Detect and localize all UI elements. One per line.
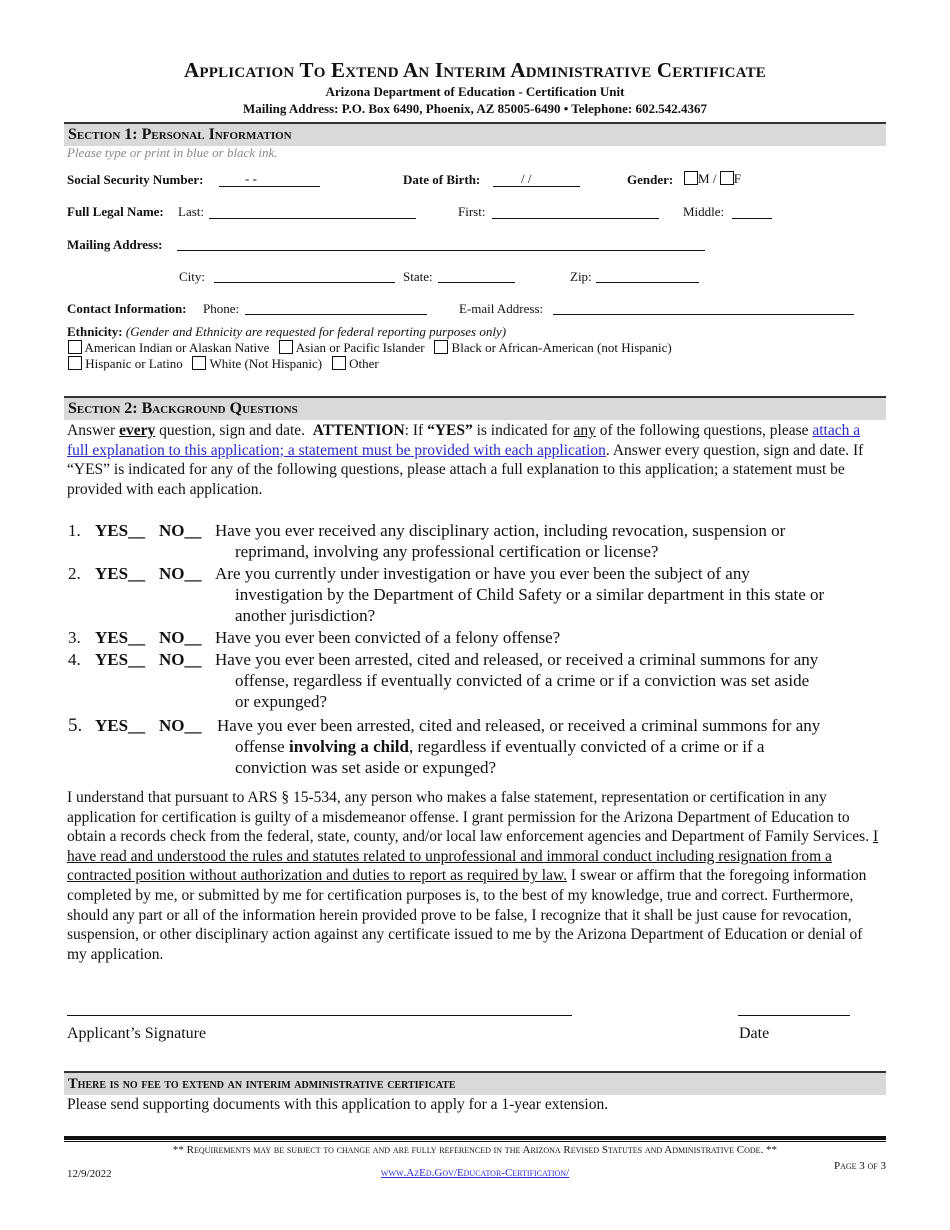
eth-black-checkbox[interactable]	[434, 340, 448, 354]
intro-part2: question, sign and date.	[159, 422, 306, 439]
q2-yes[interactable]: YES__	[95, 564, 146, 583]
q2-number: 2.	[68, 564, 81, 583]
intro-any: any	[573, 422, 596, 439]
q5-no[interactable]: NO__	[159, 716, 202, 735]
section2-header	[64, 396, 886, 420]
q1-text-line2: reprimand, involving any professional certification or license?	[235, 542, 659, 561]
q5-line2-part1: offense	[235, 737, 285, 756]
email-field[interactable]	[553, 314, 854, 315]
ink-instruction: Please type or print in blue or black ink.	[67, 145, 278, 160]
full-name-label: Full Legal Name:	[67, 204, 164, 219]
question-4	[68, 649, 886, 712]
eth-american-indian-label: American Indian or Alaskan Native	[84, 340, 270, 355]
q1-yes[interactable]: YES__	[95, 521, 146, 540]
certification-url-link[interactable]: www.AzEd.Gov/Educator-Certification/	[380, 1167, 570, 1179]
q3-text-line1: Have you ever been convicted of a felony offense?	[215, 628, 561, 647]
q2-no[interactable]: NO__	[159, 564, 202, 583]
ethnicity-options-row1	[68, 340, 672, 356]
q4-text-line1: Have you ever been arrested, cited and released, or received a criminal summons for any	[215, 650, 819, 669]
zip-field[interactable]	[596, 282, 699, 283]
question-5	[68, 715, 886, 778]
q5-number: 5.	[68, 715, 83, 736]
q5-text-line3: conviction was set aside or expunged?	[235, 758, 497, 777]
section3-text: Please send supporting documents with this application to apply for a 1-year extension.	[67, 1096, 609, 1113]
gender-label: Gender:	[627, 172, 674, 187]
intro-part3: : If	[404, 422, 424, 439]
section2-intro	[67, 421, 885, 499]
section3-title: There is no fee to extend an interim administrative certificate	[68, 1076, 456, 1092]
last-name-field[interactable]	[209, 218, 416, 219]
gender-f-checkbox[interactable]	[720, 171, 734, 185]
q1-no[interactable]: NO__	[159, 521, 202, 540]
q5-text-line1: Have you ever been arrested, cited and released, or received a criminal summons for any	[217, 716, 821, 735]
footer-rule-thin	[64, 1141, 886, 1142]
q2-text-line3: another jurisdiction?	[235, 606, 376, 625]
signature-label: Applicant’s Signature	[67, 1025, 207, 1042]
mailing-address-label: Mailing Address:	[67, 237, 163, 252]
footer-date: 12/9/2022	[67, 1168, 112, 1180]
ssn-label: Social Security Number:	[67, 172, 204, 187]
ethnicity-note: (Gender and Ethnicity are requested for federal reporting purposes only)	[125, 324, 507, 339]
q2-text-line1: Are you currently under investigation or have you ever been the subject of any	[215, 564, 750, 583]
q1-number: 1.	[68, 521, 81, 540]
dob-separator: / /	[521, 171, 532, 186]
q3-no[interactable]: NO__	[159, 628, 202, 647]
eth-white-label: White (Not Hispanic)	[209, 356, 323, 371]
q4-text-line2: offense, regardless if eventually convicted of a crime or if a conviction was set aside	[235, 671, 810, 690]
eth-hispanic-label: Hispanic or Latino	[85, 356, 183, 371]
eth-asian-checkbox[interactable]	[279, 340, 293, 354]
eth-black-label: Black or African-American (not Hispanic)	[451, 340, 672, 355]
intro-attention: ATTENTION	[312, 422, 405, 439]
zip-label: Zip:	[570, 269, 592, 284]
ethnicity-options-row2	[68, 356, 379, 372]
question-3	[68, 627, 886, 648]
eth-white-checkbox[interactable]	[192, 356, 206, 370]
q4-yes[interactable]: YES__	[95, 650, 146, 669]
ethnicity-label: Ethnicity:	[67, 324, 123, 339]
q4-text-line3: or expunged?	[235, 692, 328, 711]
phone-field[interactable]	[245, 314, 427, 315]
gender-m-checkbox[interactable]	[684, 171, 698, 185]
q2-text-line2: investigation by the Department of Child Safety or a similar department in this state or	[235, 585, 825, 604]
mailing-address-header: Mailing Address: P.O. Box 6490, Phoenix, AZ 85005-6490 • Telephone: 602.542.4367	[243, 101, 707, 116]
eth-american-indian-checkbox[interactable]	[68, 340, 82, 354]
section2-title: Section 2: Background Questions	[68, 400, 298, 417]
gender-options	[684, 171, 741, 187]
q3-yes[interactable]: YES__	[95, 628, 146, 647]
q4-no[interactable]: NO__	[159, 650, 202, 669]
question-2	[68, 563, 886, 626]
dob-field[interactable]	[493, 186, 580, 187]
contact-info-label: Contact Information:	[67, 301, 187, 316]
ssn-field[interactable]	[219, 186, 320, 187]
page-title: Application To Extend An Interim Administrative Certificate	[184, 58, 766, 82]
middle-name-field[interactable]	[732, 218, 772, 219]
last-name-label: Last:	[178, 204, 204, 219]
gender-m-label: M	[698, 171, 710, 186]
mailing-address-field[interactable]	[177, 250, 705, 251]
section1-header	[64, 122, 886, 146]
q5-yes[interactable]: YES__	[95, 716, 146, 735]
q4-number: 4.	[68, 650, 81, 669]
first-name-field[interactable]	[492, 218, 659, 219]
eth-asian-label: Asian or Pacific Islander	[295, 340, 425, 355]
statement-part2: I swear or affirm that the foregoing information completed by me, or submitted by me for certification purposes is, to the best of my knowledge, true and correct. Furthermore, should any part or all of the information herein provided prove to be false, I recognize that it shall be just cause for revocation, suspension, or other disciplinary action against any certificate issued to me by the Arizona Department of Education or denial of my application.	[67, 867, 867, 963]
city-label: City:	[179, 269, 206, 284]
page-number: Page 3 of 3	[833, 1160, 886, 1172]
gender-f-label: F	[733, 171, 741, 186]
city-field[interactable]	[214, 282, 395, 283]
footer-rule	[64, 1136, 886, 1140]
signature-field[interactable]	[67, 1015, 572, 1016]
first-name-label: First:	[458, 204, 486, 219]
state-label: State:	[403, 269, 433, 284]
agency-name: Arizona Department of Education - Certification Unit	[325, 84, 625, 99]
dob-label: Date of Birth:	[403, 172, 481, 187]
q5-line2-bold: involving a child	[288, 737, 409, 756]
state-field[interactable]	[438, 282, 515, 283]
section3-header	[64, 1071, 886, 1095]
footer-note: ** Requirements may be subject to change and are fully referenced in the Arizona Revised Statutes and Administrative Code. **	[172, 1144, 778, 1156]
intro-part1: Answer	[67, 422, 116, 439]
q5-text-line2	[235, 736, 905, 757]
q3-number: 3.	[68, 628, 81, 647]
gender-separator: /	[712, 171, 717, 186]
email-label: E-mail Address:	[459, 301, 544, 316]
middle-name-label: Middle:	[683, 204, 725, 219]
section1-title: Section 1: Personal Information	[68, 126, 292, 143]
eth-other-checkbox[interactable]	[332, 356, 346, 370]
certification-statement	[67, 788, 885, 964]
question-1	[68, 520, 886, 562]
statement-underlined: I have read and understood the rules and statutes related to unprofessional and immoral conduct including resignation from a contracted position without authorization and duties to report as required by law.	[67, 828, 879, 885]
ethnicity-row	[67, 324, 506, 340]
eth-hispanic-checkbox[interactable]	[68, 356, 82, 370]
eth-other-label: Other	[349, 356, 379, 371]
ssn-separator: - -	[245, 171, 257, 186]
intro-part4: is indicated for	[476, 422, 570, 439]
intro-part6: . Answer every question, sign and date. If “YES” is indicated for any of the following questions, please attach a full explanation to this application; a statement must be provided with each application.	[67, 441, 864, 498]
intro-part5: of the following questions, please	[599, 422, 809, 439]
q1-text-line1: Have you ever received any disciplinary action, including revocation, suspension or	[215, 521, 786, 540]
q5-line2-part2: , regardless if eventually convicted of a crime or if a	[408, 737, 765, 756]
date-label: Date	[739, 1025, 770, 1042]
statement-part1: I understand that pursuant to ARS § 15-534, any person who makes a false statement, representation or certification in any application for certification is guilty of a misdemeanor offense. I grant permission for the Arizona Department of Education to obtain a records check from the federal, state, county, and/or local law enforcement agencies and Department of Family Services.	[67, 789, 870, 846]
intro-every: every	[119, 422, 156, 439]
explanation-link[interactable]: attach a full explanation to this application; a statement must be provided with each application	[67, 422, 861, 459]
date-field[interactable]	[738, 1015, 850, 1016]
intro-yes: “YES”	[427, 422, 473, 439]
phone-label: Phone:	[203, 301, 240, 316]
